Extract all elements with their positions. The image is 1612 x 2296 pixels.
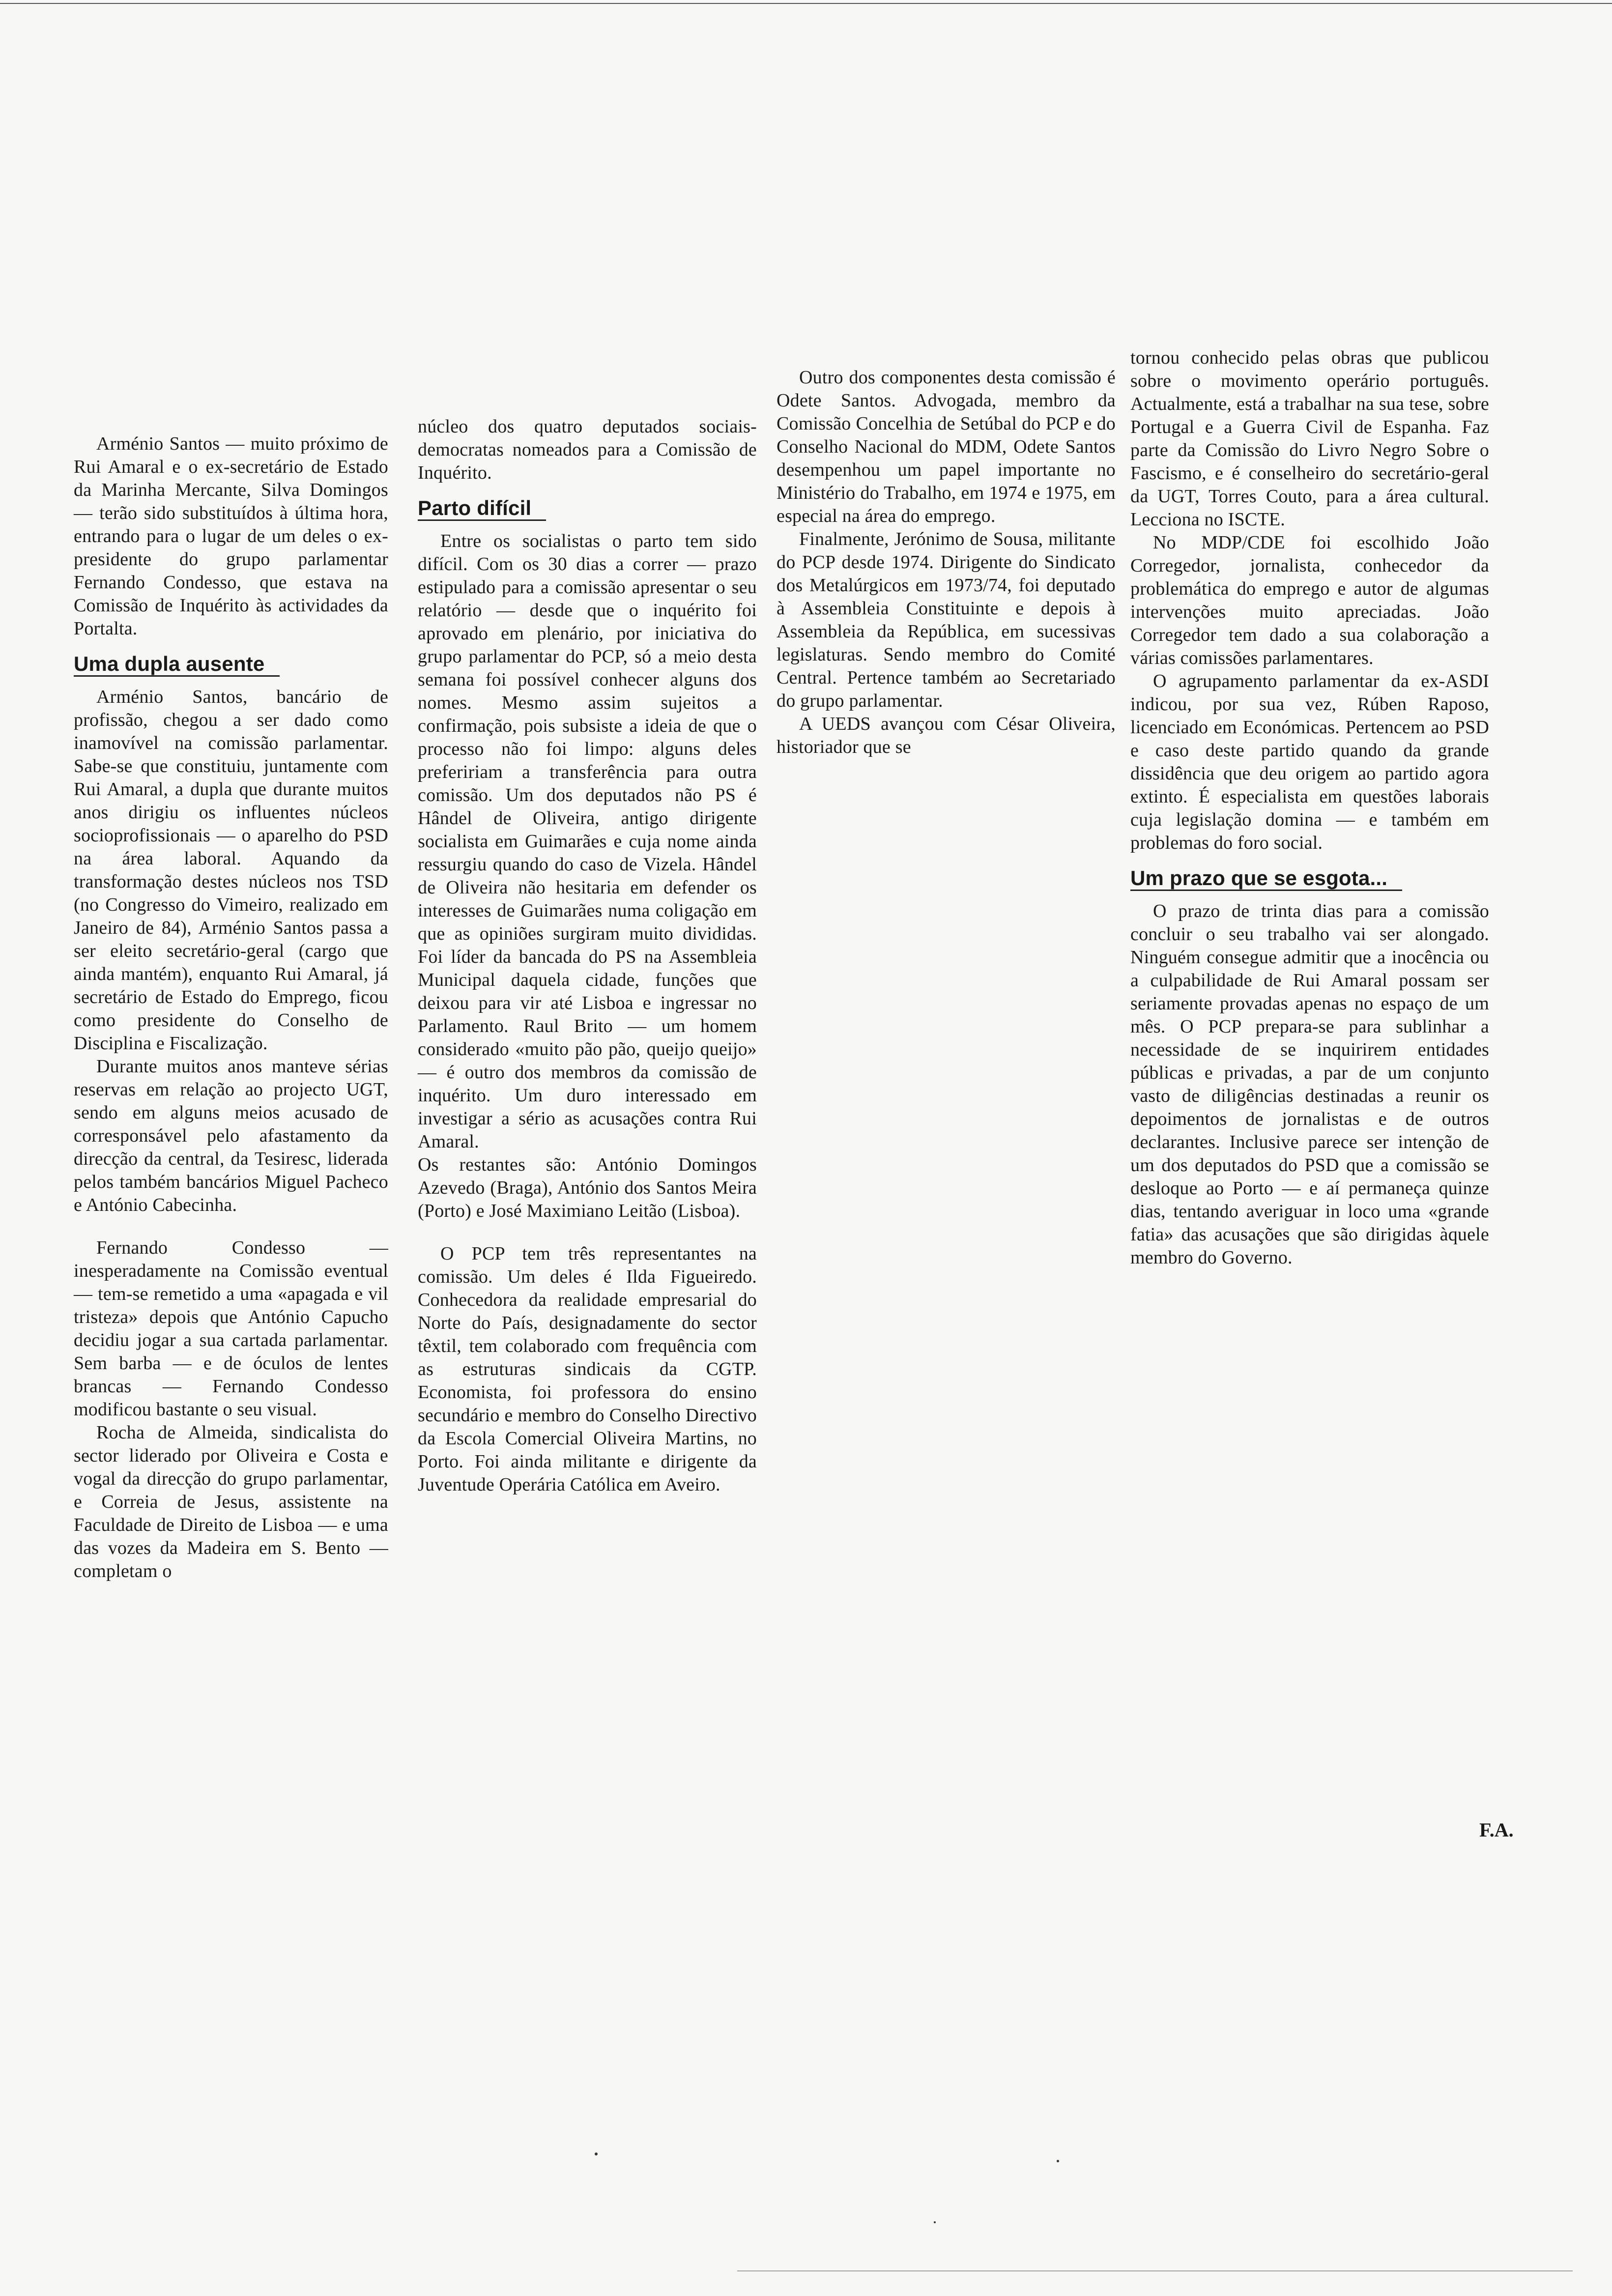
paragraph: núcleo dos quatro deputados sociais-democratas nomeados para a Comissão de Inquérito.	[418, 416, 757, 483]
paragraph: O prazo de trinta dias para a comissão concluir o seu trabalho vai ser alongado. Ninguém consegue admitir que a inocência ou a culpabilidade de Rui Amaral possam ser seriamente provadas apenas no espaço de um mês. O PCP prepara-se para sublinhar a necessidade de se inquirirem entidades públicas e privadas, a par de um conjunto vasto de diligências destinadas a reunir os depoimentos de jornalistas e de outros declarantes. Inclusive parece ser intenção de um dos deputados do PSD que a comissão se desloque ao Porto — e aí permaneça quinze dias, tentando averiguar in loco uma «grande fatia» das acusações que são dirigidas àquele membro do Governo.	[1130, 901, 1489, 1268]
article-column-1	[74, 432, 388, 1583]
paragraph: Entre os socialistas o parto tem sido difícil. Com os 30 dias a correr — prazo estipulado para a comissão apresentar o seu relatório — desde que o inquérito foi aprovado em plenário, por iniciativa do grupo parlamentar do PCP, só a meio desta semana foi possível conhecer alguns dos nomes. Mesmo assim sujeitos a confirmação, pois subsiste a ideia de que o processo não foi limpo: alguns deles prefeririam a transferência para outra comissão. Um dos deputados não PS é Hândel de Oliveira, antigo dirigente socialista em Guimarães e cuja nome ainda ressurgiu quando do caso de Vizela. Hândel de Oliveira não hesitaria em defender os interesses de Guimarães numa coligação em que as opiniões surgiram muito divididas. Foi líder da bancada do PS na Assembleia Municipal daquela cidade, funções que deixou para vir até Lisboa e ingressar no Parlamento. Raul Brito — um homem considerado «muito pão pão, queijo queijo» — é outro dos membros da comissão de inquérito. Um duro interessado em investigar a sério as acusações contra Rui Amaral.	[418, 531, 757, 1152]
scan-speck	[595, 2152, 598, 2155]
paragraph: O PCP tem três representantes na comissão. Um deles é Ilda Figueiredo. Conhecedora da realidade empresarial do Norte do País, designadamente do sector têxtil, tem colaborado com frequência com as estruturas sindicais da CGTP. Economista, foi professora do ensino secundário e membro do Conselho Directivo da Escola Comercial Oliveira Martins, no Porto. Foi ainda militante e dirigente da Juventude Operária Católica em Aveiro.	[418, 1243, 757, 1495]
paragraph: A UEDS avançou com César Oliveira, historiador que se	[777, 714, 1116, 757]
bottom-scan-line	[737, 2270, 1573, 2271]
article-column-4	[1130, 346, 1489, 1269]
author-signature: F.A.	[1479, 1819, 1514, 1841]
paragraph: No MDP/CDE foi escolhido João Corregedor, jornalista, conhecedor da problemática do emprego e autor de algumas intervenções muito apreciadas. João Corregedor tem dado a sua colaboração a várias comissões parlamentares.	[1130, 532, 1489, 668]
paragraph: O agrupamento parlamentar da ex-ASDI indicou, por sua vez, Rúben Raposo, licenciado em Económicas. Pertencem ao PSD e caso deste partido quando da grande dissidência que deu origem ao partido agora extinto. É especialista em questões laborais cuja legislação domina — e também em problemas do foro social.	[1130, 671, 1489, 853]
paragraph: Fernando Condesso — inesperadamente na Comissão eventual — tem-se remetido a uma «apagada e vil tristeza» depois que António Capucho decidiu jogar a sua cartada parlamentar. Sem barba — e de óculos de lentes brancas — Fernando Condesso modificou bastante o seu visual.	[74, 1237, 388, 1420]
paragraph: Arménio Santos — muito próximo de Rui Amaral e o ex-secretário de Estado da Marinha Mercante, Silva Domingos — terão sido substituídos à última hora, entrando para o lugar de um deles o ex-presidente do grupo parlamentar Fernando Condesso, que estava na Comissão de Inquérito às actividades da Portalta.	[74, 433, 388, 639]
subheading: Parto difícil	[418, 496, 546, 521]
paragraph: Rocha de Almeida, sindicalista do sector liderado por Oliveira e Costa e vogal da direcção do grupo parlamentar, e Correia de Jesus, assistente na Faculdade de Direito de Lisboa — e uma das vozes da Madeira em S. Bento — completam o	[74, 1422, 388, 1581]
scan-speck	[1057, 2160, 1059, 2162]
article-column-3	[777, 366, 1116, 759]
article-column-2	[418, 415, 757, 1496]
scan-speck	[934, 2221, 936, 2223]
paragraph: Finalmente, Jerónimo de Sousa, militante do PCP desde 1974. Dirigente do Sindicato dos Metalúrgicos em 1973/74, foi deputado à Assembleia Constituinte e depois à Assembleia da República, em sucessivas legislaturas. Sendo membro do Comité Central. Pertence também ao Secretariado do grupo parlamentar.	[777, 529, 1116, 711]
paragraph: tornou conhecido pelas obras que publicou sobre o movimento operário português. Actualmente, está a trabalhar na sua tese, sobre Portugal e a Guerra Civil de Espanha. Faz parte da Comissão do Livro Negro Sobre o Fascismo, e é conselheiro do secretário-geral da UGT, Torres Couto, para a área cultural. Lecciona no ISCTE.	[1130, 347, 1489, 530]
paragraph: Arménio Santos, bancário de profissão, chegou a ser dado como inamovível na comissão parlamentar. Sabe-se que constituiu, juntamente com Rui Amaral, a dupla que durante muitos anos dirigiu os influentes núcleos socioprofissionais — o aparelho do PSD na área laboral. Aquando da transformação destes núcleos nos TSD (no Congresso do Vimeiro, realizado em Janeiro de 84), Arménio Santos passa a ser eleito secretário-geral (cargo que ainda mantém), enquanto Rui Amaral, já secretário de Estado do Emprego, ficou como presidente do Conselho de Disciplina e Fiscalização.	[74, 687, 388, 1054]
top-border-line	[0, 3, 1612, 4]
subheading: Uma dupla ausente	[74, 652, 280, 677]
paragraph: Os restantes são: António Domingos Azevedo (Braga), António dos Santos Meira (Porto) e José Maximiano Leitão (Lisboa).	[418, 1154, 757, 1221]
paragraph: Durante muitos anos manteve sérias reservas em relação ao projecto UGT, sendo em alguns meios acusado de corresponsável pelo afastamento da direcção da central, da Tesiresc, liderada pelos também bancários Miguel Pacheco e António Cabecinha.	[74, 1056, 388, 1215]
paragraph: Outro dos componentes desta comissão é Odete Santos. Advogada, membro da Comissão Concelhia de Setúbal do PCP e do Conselho Nacional do MDM, Odete Santos desempenhou um papel importante no Ministério do Trabalho, em 1974 e 1975, em especial na área do emprego.	[777, 367, 1116, 526]
subheading: Um prazo que se esgota...	[1130, 866, 1402, 891]
